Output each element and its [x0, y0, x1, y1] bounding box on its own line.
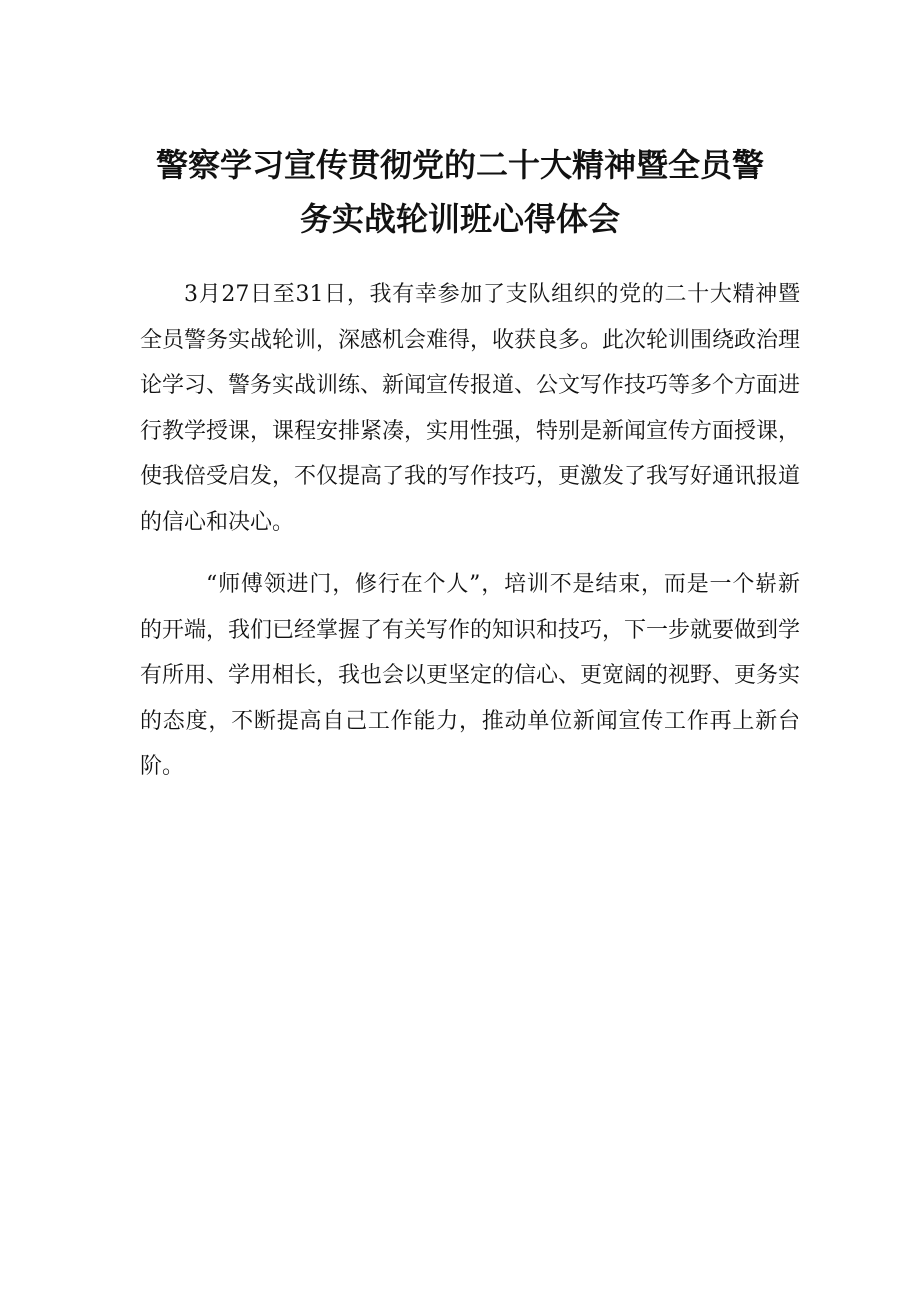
- body-paragraph-2: “师傅领进门，修行在个人”，培训不是结束，而是一个崭新的开端，我们已经掌握了有关写作的知识和技巧，下一步就要做到学有所用、学用相长，我也会以更坚定的信心、更宽阔的视野、更务实的态度，不断提高自己工作能力，推动单位新闻宣传工作再上新台阶。: [140, 572, 801, 779]
- body-paragraph-1: 3月27日至31日，我有幸参加了支队组织的党的二十大精神暨全员警务实战轮训，深感机会难得，收获良多。此次轮训围绕政治理论学习、警务实战训练、新闻宣传报道、公文写作技巧等多个方面进行教学授课，课程安排紧凑，实用性强，特别是新闻宣传方面授课，使我倍受启发，不仅提高了我的写作技巧，更激发了我写好通讯报道的信心和决心。: [140, 282, 801, 535]
- document-title-line-1: 警察学习宣传贯彻党的二十大精神暨全员警: [155, 146, 764, 184]
- document-title-line-2: 务实战轮训班心得体会: [299, 200, 620, 238]
